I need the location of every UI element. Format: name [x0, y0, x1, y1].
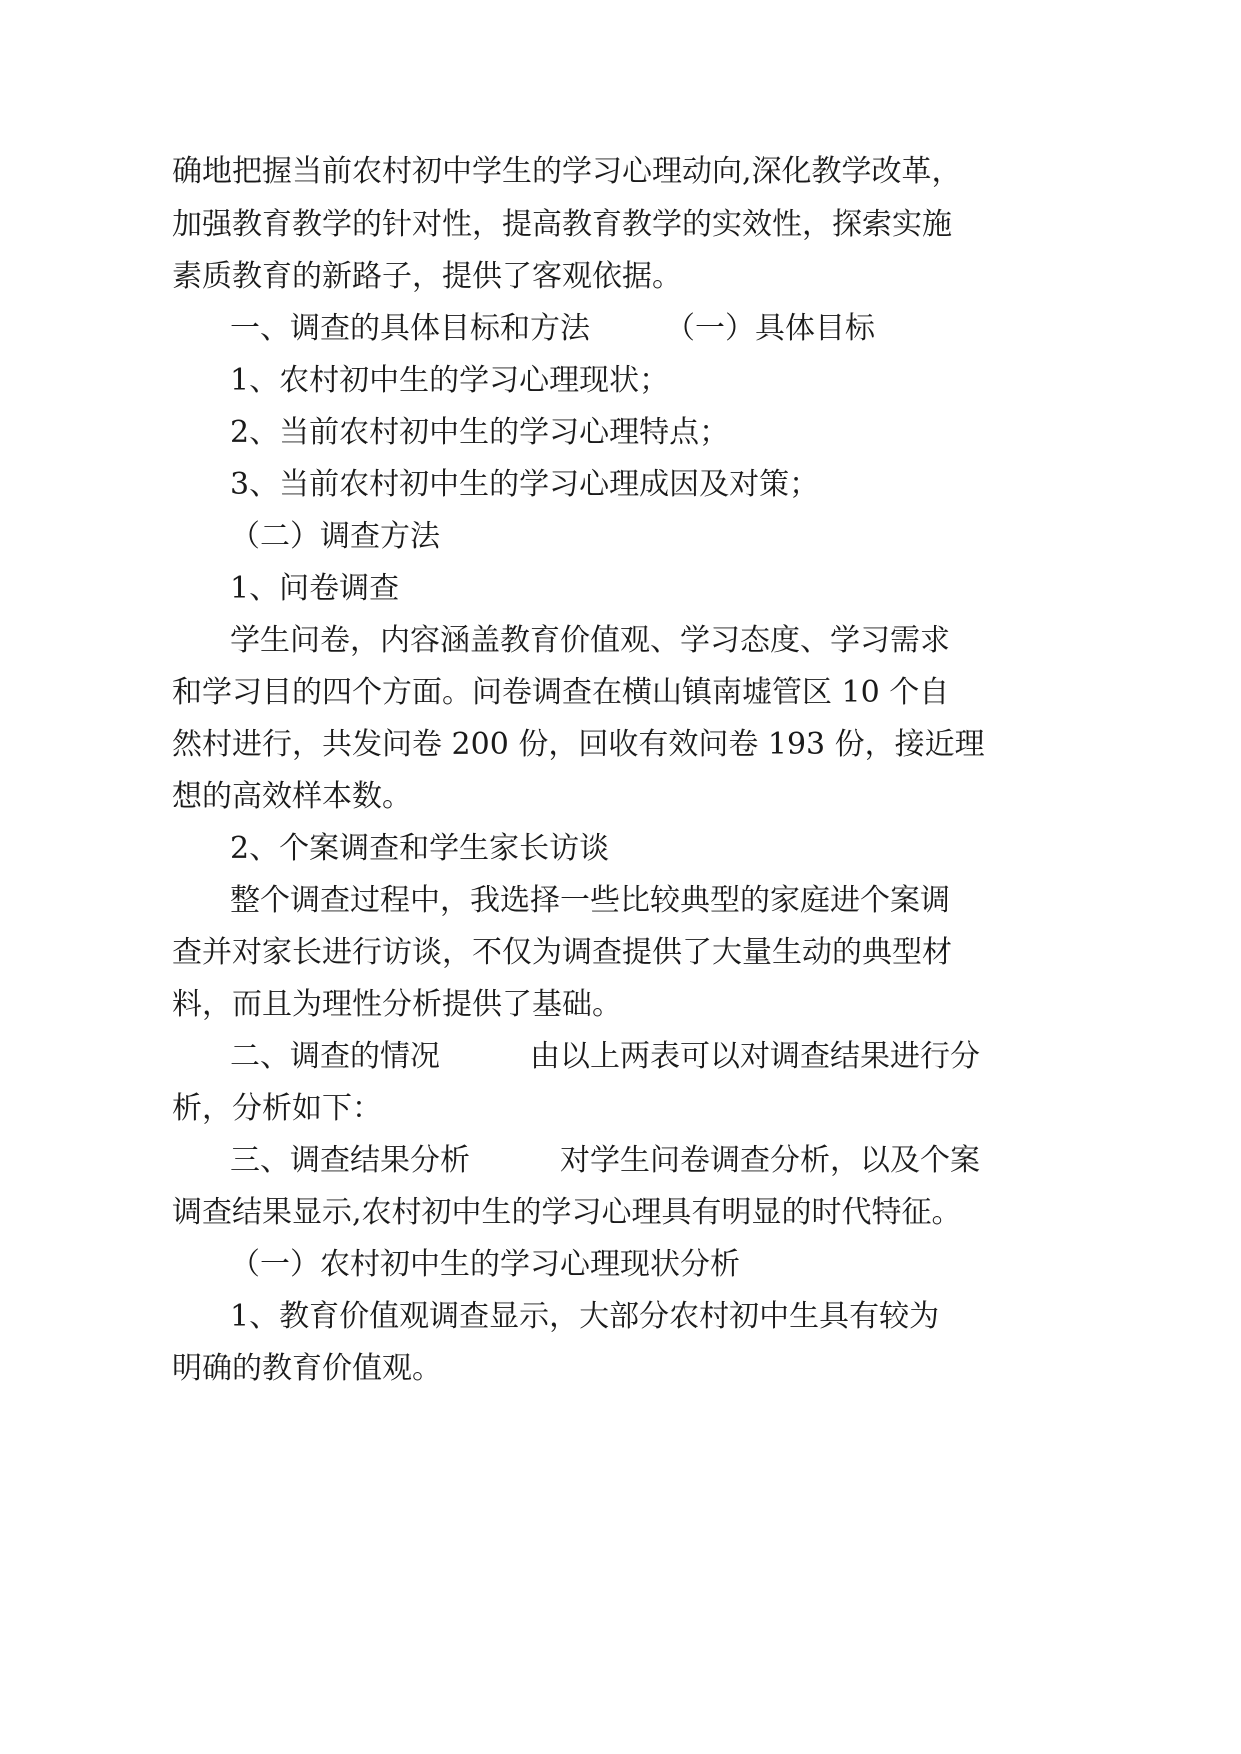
text-line: 确地把握当前农村初中学生的学习心理动向,深化教学改革，: [172, 154, 962, 189]
text-line: 料，而且为理性分析提供了基础。: [172, 987, 622, 1022]
list-item: 2、个案调查和学生家长访谈: [230, 831, 610, 866]
text-line: 明确的教育价值观。: [172, 1351, 442, 1386]
subsection-heading: （一）农村初中生的学习心理现状分析: [230, 1247, 740, 1282]
list-item: 1、教育价值观调查显示，大部分农村初中生具有较为: [230, 1299, 940, 1334]
text-line: 调查结果显示,农村初中生的学习心理具有明显的时代特征。: [172, 1195, 962, 1230]
text-line: 想的高效样本数。: [172, 779, 412, 814]
text-line: 整个调查过程中，我选择一些比较典型的家庭进个案调: [230, 883, 950, 918]
list-item: 1、农村初中生的学习心理现状；: [230, 363, 670, 398]
text-line: 然村进行，共发问卷 200 份，回收有效问卷 193 份，接近理: [172, 727, 985, 762]
section-heading: 三、调查结果分析 对学生问卷调查分析，以及个案: [230, 1143, 980, 1178]
text-line: 析，分析如下：: [172, 1091, 382, 1126]
text-line: 素质教育的新路子，提供了客观依据。: [172, 259, 682, 294]
list-item: 3、当前农村初中生的学习心理成因及对策；: [230, 467, 820, 502]
section-heading: 二、调查的情况 由以上两表可以对调查结果进行分: [230, 1039, 980, 1074]
text-line: 学生问卷，内容涵盖教育价值观、学习态度、学习需求: [230, 623, 950, 658]
list-item: 1、问卷调查: [230, 571, 400, 606]
subsection-heading: （二）调查方法: [230, 519, 440, 554]
list-item: 2、当前农村初中生的学习心理特点；: [230, 415, 730, 450]
text-line: 查并对家长进行访谈，不仅为调查提供了大量生动的典型材: [172, 935, 952, 970]
section-heading: 一、调查的具体目标和方法 （一）具体目标: [230, 311, 875, 346]
text-line: 加强教育教学的针对性，提高教育教学的实效性，探索实施: [172, 207, 952, 242]
text-line: 和学习目的四个方面。问卷调查在横山镇南墟管区 10 个自: [172, 675, 950, 710]
